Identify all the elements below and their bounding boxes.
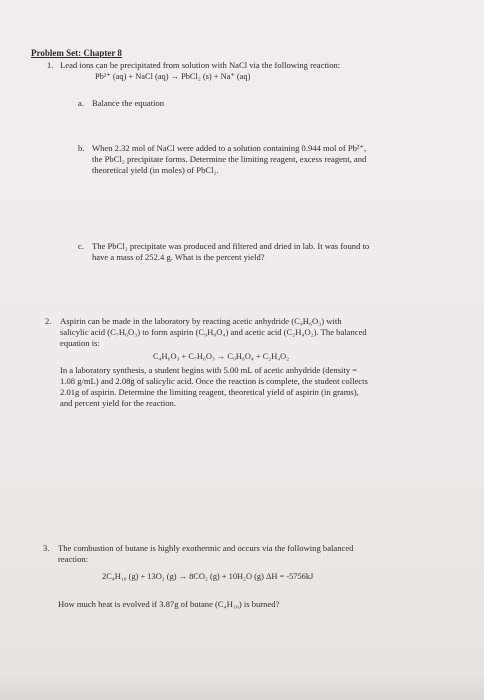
q1-intro: Lead ions can be precipitated from solution with NaCl via the following reaction: xyxy=(60,60,341,70)
q3-equation: 2C₄H₁₀ (g) + 13O₂ (g) → 8CO₂ (g) + 10H₂O (g) ΔH = -5756kJ xyxy=(102,572,314,581)
q2-intro-line-1: Aspirin can be made in the laboratory by reacting acetic anhydride (C₄H₆O₃) with xyxy=(60,316,342,326)
q2-body-line-2: 1.08 g/mL) and 2.08g of salicylic acid. Once the reaction is complete, the student collects xyxy=(60,376,368,386)
q1a-text: Balance the equation xyxy=(92,98,165,108)
q1c-line-1: The PbCl₂ precipitate was produced and filtered and dried in lab. It was found to xyxy=(92,241,370,251)
q2-intro-line-3: equation is: xyxy=(60,338,100,348)
q1b-label: b. xyxy=(78,143,85,153)
q1-number: 1. xyxy=(47,60,54,70)
q3-question: How much heat is evolved if 3.87g of butane (C₄H₁₀) is burned? xyxy=(58,599,280,609)
q2-body-line-1: In a laboratory synthesis, a student begins with 5.00 mL of acetic anhydride (density = xyxy=(60,365,358,375)
q2-body-line-4: and percent yield for the reaction. xyxy=(60,398,176,408)
q2-equation: C₄H₆O₃ + C₇H₆O₃ → C₉H₈O₄ + C₂H₄O₂ xyxy=(153,352,290,361)
q2-number: 2. xyxy=(45,316,52,326)
q3-intro-line-1: The combustion of butane is highly exothermic and occurs via the following balanced xyxy=(58,543,354,553)
q1-equation: Pb²⁺ (aq) + NaCl (aq) → PbCl₂ (s) + Na⁺ (aq) xyxy=(95,72,251,81)
q2-intro-line-2: salicylic acid (C₇H₆O₃) to form aspirin (C₉H₈O₄) and acetic acid (C₂H₄O₂). The balanced xyxy=(60,327,367,337)
q2-body-line-3: 2.01g of aspirin. Determine the limiting reagent, theoretical yield of aspirin (in grams), xyxy=(60,387,359,397)
page-title: Problem Set: Chapter 8 xyxy=(31,48,122,58)
q3-intro-line-2: reaction: xyxy=(58,554,89,564)
q1c-line-2: have a mass of 252.4 g. What is the percent yield? xyxy=(92,252,265,262)
q1b-line-3: theoretical yield (in moles) of PbCl₂. xyxy=(92,165,219,175)
q1c-label: c. xyxy=(78,241,84,251)
q1a-label: a. xyxy=(78,98,84,108)
q1b-line-2: the PbCl₂ precipitate forms. Determine the limiting reagent, excess reagent, and xyxy=(92,154,367,164)
q3-number: 3. xyxy=(43,543,50,553)
q1b-line-1: When 2.32 mol of NaCl were added to a solution containing 0.944 mol of Pb²⁺, xyxy=(92,143,367,153)
